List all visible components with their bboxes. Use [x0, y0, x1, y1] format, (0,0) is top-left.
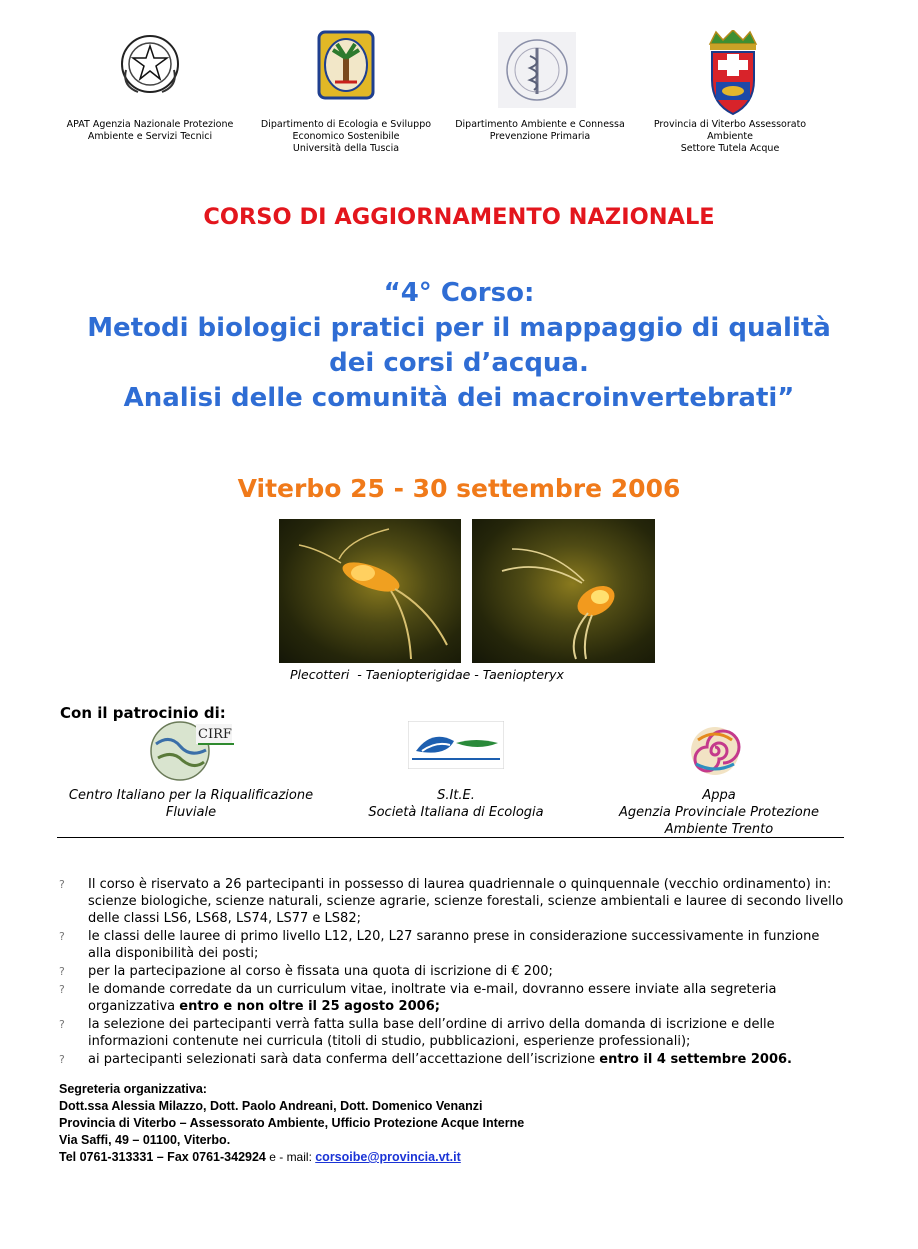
- email-link[interactable]: corsoibe@provincia.vt.it: [315, 1150, 461, 1164]
- patron-site-label: S.It.E. Società Italiana di Ecologia: [368, 788, 544, 820]
- secretariat-contacts: [59, 1149, 859, 1166]
- logo-istituto-superiore-sanita: [498, 32, 576, 108]
- logo-appa: [686, 724, 744, 778]
- logo-republic-emblem: [118, 30, 182, 100]
- logo-cirf: [150, 720, 236, 782]
- logo-university-tuscia: [317, 30, 375, 100]
- logo-provincia-viterbo: [706, 30, 760, 116]
- secretariat-heading: Segreteria organizzativa:: [59, 1082, 207, 1096]
- bullet-marker: ?: [59, 878, 65, 891]
- stonefly-photo-2: [472, 519, 655, 663]
- course-title-line: “4° Corso:: [383, 278, 535, 308]
- bullet-marker: ?: [59, 965, 65, 978]
- course-type-heading: CORSO DI AGGIORNAMENTO NAZIONALE: [203, 204, 715, 230]
- patronage-heading: Con il patrocinio di:: [60, 704, 226, 722]
- site-ecology-logo-icon: [408, 721, 504, 769]
- course-dates: Viterbo 25 - 30 settembre 2006: [237, 474, 681, 503]
- istituto-superiore-sanita-seal-icon: [498, 32, 576, 108]
- list-item: ? per la partecipazione al corso è fissata una quota di iscrizione di € 200;: [59, 964, 553, 979]
- course-title: [0, 276, 918, 416]
- bullet-marker: ?: [59, 983, 65, 996]
- requirements-list: [59, 876, 844, 1069]
- list-item: ? le classi delle lauree di primo livello L12, L20, L27 saranno prese in considerazione successivamente in funzione alla disponibilità dei posti;: [59, 929, 820, 961]
- email-label: e - mail:: [265, 1150, 316, 1164]
- secretariat-address: Via Saffi, 49 – 01100, Viterbo.: [59, 1133, 231, 1147]
- stonefly-larva-icon: [472, 519, 655, 663]
- university-tuscia-seal-icon: [317, 30, 375, 100]
- provincia-viterbo-crest-icon: [706, 30, 760, 116]
- svg-text:CIRF: CIRF: [198, 727, 232, 742]
- section-divider: [57, 837, 844, 838]
- list-item: ? la selezione dei partecipanti verrà fatta sulla base dell’ordine di arrivo della domanda di iscrizione e delle informazioni contenute nei curricula (titoli di studio, pubblicazioni, esperienze professionali);: [59, 1017, 775, 1049]
- list-item: ? ai partecipanti selezionati sarà data conferma dell’accettazione dell’iscrizione entro il 4 settembre 2006.: [59, 1052, 792, 1067]
- logo-site: [408, 721, 504, 769]
- bullet-marker: ?: [59, 1053, 65, 1066]
- patron-cirf-label: Centro Italiano per la Riqualificazione Fluviale: [68, 788, 314, 820]
- photo-caption: Plecotteri - Taeniopterigidae - Taeniopteryx: [290, 667, 564, 682]
- course-title-line: Analisi delle comunità dei macroinvertebrati”: [123, 383, 795, 413]
- list-item: ? le domande corredate da un curriculum vitae, inoltrate via e-mail, dovranno essere inviate alla segreteria organizzativa entro e non oltre il 25 agosto 2006;: [59, 982, 777, 1014]
- bullet-marker: ?: [59, 1018, 65, 1031]
- course-title-line: dei corsi d’acqua.: [329, 348, 589, 378]
- course-title-line: Metodi biologici pratici per il mappaggio di qualità: [87, 313, 831, 343]
- list-item: ? Il corso è riservato a 26 partecipanti in possesso di laurea quadriennale o quinquennale (vecchio ordinamento) in: scienze biologiche, scienze naturali, scienze agrarie, scienze forestali, scienze ambientali e lauree di secondo livello delle classi LS6, LS68, LS74, LS77 e LS82;: [59, 877, 844, 926]
- header-caption-tuscia: Dipartimento di Ecologia e Sviluppo Economico Sostenibile Università della Tuscia: [260, 119, 432, 154]
- appa-spiral-logo-icon: [686, 724, 744, 778]
- phone-fax: Tel 0761-313331 – Fax 0761-342924: [59, 1150, 266, 1164]
- cirf-river-logo-icon: [150, 720, 236, 782]
- secretariat-names: Dott.ssa Alessia Milazzo, Dott. Paolo Andreani, Dott. Domenico Venanzi: [59, 1099, 483, 1113]
- header-caption-provincia: Provincia di Viterbo Assessorato Ambiente Settore Tutela Acque: [653, 119, 807, 154]
- stonefly-photo-1: [279, 519, 461, 663]
- header-caption-iss: Dipartimento Ambiente e Connessa Prevenzione Primaria: [455, 119, 625, 142]
- secretariat-office: Provincia di Viterbo – Assessorato Ambiente, Ufficio Protezione Acque Interne: [59, 1116, 525, 1130]
- stonefly-larva-icon: [279, 519, 461, 663]
- header-caption-apat: APAT Agenzia Nazionale Protezione Ambiente e Servizi Tecnici: [66, 119, 234, 142]
- secretariat-block: [59, 1081, 859, 1166]
- patron-appa-label: Appa Agenzia Provinciale Protezione Ambiente Trento: [619, 788, 819, 837]
- bullet-marker: ?: [59, 930, 65, 943]
- republic-emblem-icon: [118, 30, 182, 100]
